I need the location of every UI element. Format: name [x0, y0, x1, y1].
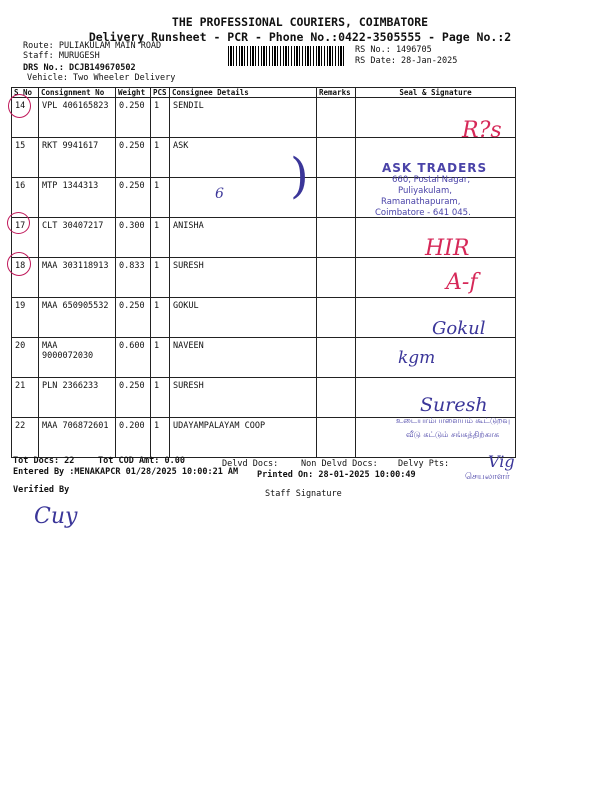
stamp-line: Ramanathapuram, [381, 197, 461, 207]
total-docs: Tot Docs: 22 [13, 456, 75, 466]
rs-number: RS No.: 1496705 [355, 45, 432, 55]
row-consignee: GOKUL [170, 298, 317, 338]
col-sno: S No [12, 88, 39, 98]
row-remarks [317, 178, 356, 218]
row-consignee: ASK [170, 138, 317, 178]
row-pcs: 1 [151, 218, 170, 258]
barcode [228, 46, 346, 66]
row-pcs: 1 [151, 258, 170, 298]
table-row [12, 338, 516, 378]
entered-by: Entered By :MENAKAPCR 01/28/2025 10:00:21 AM [13, 467, 239, 477]
tamil-stamp-line: உடையாம்பாளையம் கூட்டுறவு [396, 416, 511, 425]
row-pcs: 1 [151, 338, 170, 378]
row-weight: 0.250 [116, 98, 151, 138]
row-pcs: 1 [151, 418, 170, 458]
col-pcs: PCS [151, 88, 170, 98]
staff-signature-label: Staff Signature [265, 489, 342, 499]
row-pcs: 1 [151, 98, 170, 138]
handwritten-signature: Gokul [432, 318, 486, 339]
route-label: Route: PULIAKULAM MAIN ROAD [23, 41, 162, 51]
row-weight: 0.250 [116, 138, 151, 178]
row-consignment: CLT 30407217 [39, 218, 116, 258]
table-header-row [12, 88, 516, 98]
staff-label: Staff: MURUGESH [23, 51, 100, 61]
row-sno: 16 [12, 178, 39, 218]
row-weight: 0.250 [116, 178, 151, 218]
table-row [12, 98, 516, 138]
stamp-line: Coimbatore - 641 045. [375, 208, 471, 218]
row-consignment: MAA 303118913 [39, 258, 116, 298]
runsheet-subtitle: Delivery Runsheet - PCR - Phone No.:0422-3505555 - Page No.:2 [88, 30, 512, 44]
row-consignment: PLN 2366233 [39, 378, 116, 418]
col-remarks: Remarks [317, 88, 356, 98]
table-row [12, 258, 516, 298]
row-consignee: UDAYAMPALAYAM COOP [170, 418, 317, 458]
rs-date: RS Date: 28-Jan-2025 [355, 56, 458, 66]
non-delivered-docs: Non Delvd Docs: [301, 459, 378, 469]
row-seal [356, 338, 516, 378]
ink-circle [7, 252, 31, 276]
row-sno: 20 [12, 338, 39, 378]
row-sno: 14 [12, 98, 39, 138]
stamp-line: Puliyakulam, [398, 186, 452, 196]
row-consignment: RKT 9941617 [39, 138, 116, 178]
col-weight: Weight [116, 88, 151, 98]
row-pcs: 1 [151, 298, 170, 338]
handwritten-signature: HIR [425, 236, 470, 261]
row-pcs: 1 [151, 138, 170, 178]
row-consignee: SURESH [170, 378, 317, 418]
row-seal [356, 258, 516, 298]
delivered-docs: Delvd Docs: [222, 459, 279, 469]
tamil-stamp-line: வீடு கட்டும் சங்கத்திற்காக [406, 430, 500, 439]
row-pcs: 1 [151, 378, 170, 418]
row-remarks [317, 418, 356, 458]
row-consignment: MAA 706872601 [39, 418, 116, 458]
row-weight: 0.300 [116, 218, 151, 258]
row-sno: 19 [12, 298, 39, 338]
ink-circle [7, 212, 30, 234]
row-remarks [317, 138, 356, 178]
vehicle-label: Vehicle: Two Wheeler Delivery [27, 73, 176, 83]
row-sno: 17 [12, 218, 39, 258]
row-consignment: MAA 650905532 [39, 298, 116, 338]
row-weight: 0.833 [116, 258, 151, 298]
row-consignment: VPL 406165823 [39, 98, 116, 138]
row-consignee: SENDIL [170, 98, 317, 138]
ink-circle [8, 94, 31, 118]
row-consignment: MAA 9000072030 [39, 338, 116, 378]
handwritten-signature: Suresh [420, 394, 488, 416]
row-pcs: 1 [151, 178, 170, 218]
drs-number: DRS No.: DCJB149670502 [23, 63, 136, 73]
row-consignee: NAVEEN [170, 338, 317, 378]
row-remarks [317, 298, 356, 338]
row-remarks [317, 258, 356, 298]
stamp-name: ASK TRADERS [382, 161, 488, 175]
printed-on: Printed On: 28-01-2025 10:00:49 [257, 470, 416, 480]
row-remarks [317, 98, 356, 138]
stamp-line: 660, Postal Nagar, [392, 175, 471, 185]
row-sno: 18 [12, 258, 39, 298]
col-consignee: Consignee Details [170, 88, 317, 98]
secretary-stamp: செயலாளர் [465, 472, 510, 482]
col-consignment: Consignment No [39, 88, 116, 98]
row-weight: 0.600 [116, 338, 151, 378]
handwritten-signature: kgm [398, 348, 436, 368]
row-weight: 0.200 [116, 418, 151, 458]
verified-by-label: Verified By [13, 485, 70, 495]
row-sno: 21 [12, 378, 39, 418]
verifier-signature: Cuy [34, 504, 78, 529]
row-sno: 22 [12, 418, 39, 458]
row-remarks [317, 338, 356, 378]
row-consignee: SURESH [170, 258, 317, 298]
total-cod: Tot COD Amt: 0.00 [98, 456, 185, 466]
handwritten-signature: A-f [446, 270, 478, 295]
handwritten-mark: ) [290, 148, 309, 204]
delivery-points: Delvy Pts: [398, 459, 450, 469]
row-weight: 0.250 [116, 378, 151, 418]
row-weight: 0.250 [116, 298, 151, 338]
handwritten-signature: R?s [462, 118, 502, 143]
row-consignee: ANISHA [170, 218, 317, 258]
row-remarks [317, 218, 356, 258]
handwritten-signature: Vig [488, 452, 515, 471]
col-seal: Seal & Signature [356, 88, 516, 98]
handwritten-mark: 6 [215, 186, 224, 202]
row-remarks [317, 378, 356, 418]
row-consignment: MTP 1344313 [39, 178, 116, 218]
row-sno: 15 [12, 138, 39, 178]
company-title: THE PROFESSIONAL COURIERS, COIMBATORE [171, 15, 429, 29]
